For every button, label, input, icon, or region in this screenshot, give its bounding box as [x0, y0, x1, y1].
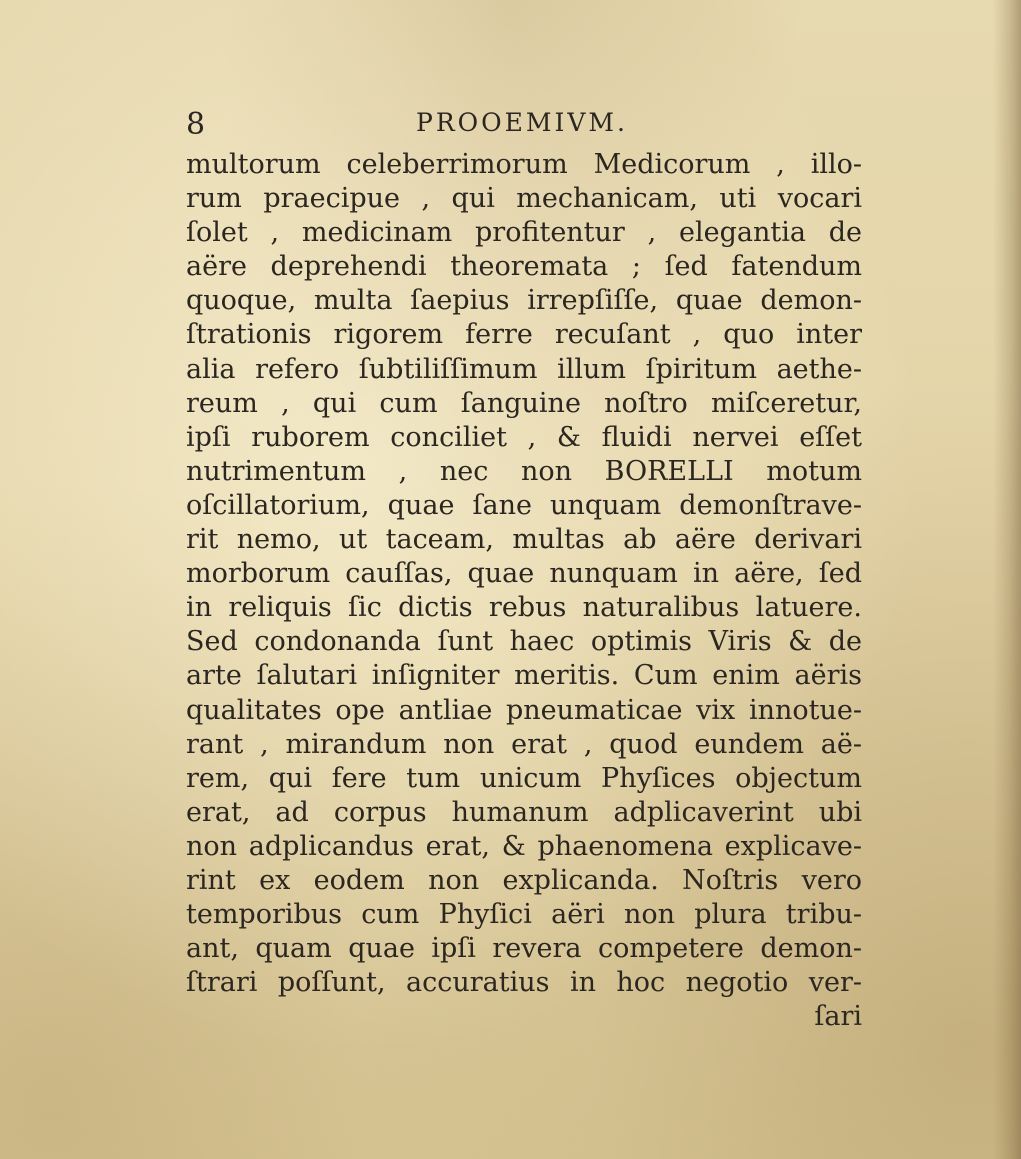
- text-line: quoque, multa ſaepius irrepſiſſe, quae demon-: [186, 285, 862, 317]
- text-line: non adplicandus erat, & phaenomena explicave-: [186, 830, 862, 862]
- text-line: qualitates ope antliae pneumaticae vix innotue-: [186, 694, 862, 726]
- text-line: ſolet , medicinam profitentur , elegantia de: [186, 217, 862, 249]
- text-line: nutrimentum , nec non BORELLI motum: [186, 455, 862, 487]
- text-line: in reliquis ſic dictis rebus naturalibus latuere.: [186, 592, 862, 624]
- text-line: oſcillatorium, quae ſane unquam demonſtrave-: [186, 489, 862, 521]
- body-text: [186, 148, 862, 1034]
- text-line: erat, ad corpus humanum adplicaverint ubi: [186, 796, 862, 828]
- text-line: multorum celeberrimorum Medicorum , illo-: [186, 149, 862, 180]
- text-line: rit nemo, ut taceam, multas ab aëre derivari: [186, 524, 862, 556]
- text-line: alia refero ſubtiliſſimum illum ſpiritum aethe-: [186, 353, 862, 385]
- text-line: Sed condonanda ſunt haec optimis Viris & de: [186, 626, 862, 658]
- page-header: [186, 104, 862, 140]
- text-line: rint ex eodem non explicanda. Noſtris vero: [186, 864, 862, 896]
- text-line: rant , mirandum non erat , quod eundem aë-: [186, 728, 862, 760]
- page-edge-shadow: [993, 0, 1021, 1159]
- text-line: rum praecipue , qui mechanicam, uti vocari: [186, 183, 862, 215]
- text-line: arte ſalutari inſigniter meritis. Cum enim aëris: [186, 660, 862, 692]
- text-line: aëre deprehendi theoremata ; ſed fatendum: [186, 251, 862, 283]
- page-number: 8: [186, 107, 206, 142]
- text-line: morborum cauſſas, quae nunquam in aëre, ſed: [186, 558, 862, 590]
- text-line: ant, quam quae ipſi revera competere demon-: [186, 933, 862, 965]
- text-line: ipſi ruborem conciliet , & fluidi nervei eſſet: [186, 421, 862, 453]
- text-line: reum , qui cum ſanguine noſtro miſceretur,: [186, 387, 862, 419]
- text-line: ſtrari poſſunt, accuratius in hoc negotio ver-: [186, 967, 862, 999]
- text-line: temporibus cum Phyſici aëri non plura tribu-: [186, 899, 862, 931]
- text-line: ſtrationis rigorem ferre recuſant , quo inter: [186, 319, 862, 351]
- catchword: ſari: [814, 1001, 862, 1033]
- running-title: PROOEMIVM.: [416, 108, 628, 137]
- text-line: rem, qui fere tum unicum Phyſices objectum: [186, 762, 862, 794]
